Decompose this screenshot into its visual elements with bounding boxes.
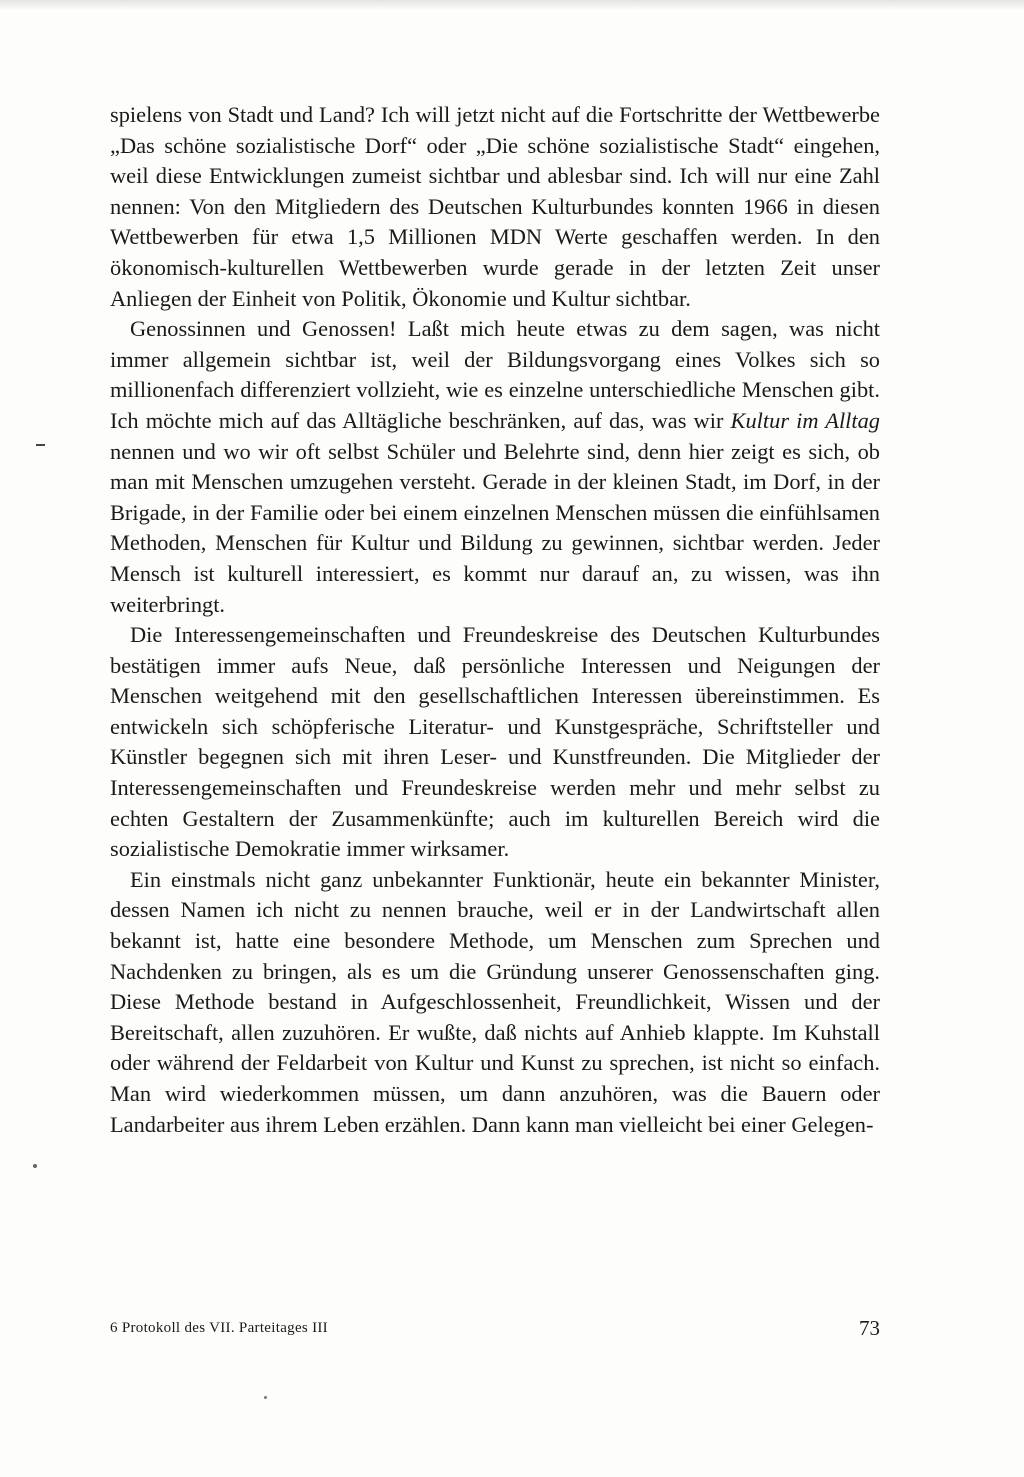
margin-speck <box>33 1164 37 1168</box>
footer-signature: 6 Protokoll des VII. Parteitages III <box>110 1320 328 1336</box>
paragraph-4: Ein einstmals nicht ganz unbekannter Funktionär, heute ein bekannter Minister, dessen Namen ich nicht zu nennen brauche, weil er in der Landwirtschaft allen bekannt ist, hatte eine besondere Methode, um Menschen zum Sprechen und Nachdenken zu bringen, als es um die Gründung unserer Genossenschaften ging. Diese Methode bestand in Aufgeschlossenheit, Freundlichkeit, Wissen und der Bereitschaft, allen zuzuhören. Er wußte, daß nichts auf Anhieb klappte. Im Kuhstall oder während der Feldarbeit von Kultur und Kunst zu sprechen, ist nicht so einfach. Man wird wiederkommen müssen, um dann anzuhören, was die Bauern oder Landarbeiter aus ihrem Leben erzählen. Dann kann man vielleicht bei einer Gelegen- <box>110 866 880 1137</box>
paragraph-2-text-before: Genossinnen und Genossen! Laßt mich heute etwas zu dem sagen, was nicht immer allgemein sichtbar ist, weil der Bildungsvorgang eines Volkes sich so millionenfach differenziert vollzieht, wie es einzelne unterschiedliche Menschen gibt. Ich möchte mich auf das Alltägliche beschränken, auf das, was wir <box>110 316 880 433</box>
margin-speck <box>264 1396 267 1399</box>
page-footer <box>110 1316 880 1344</box>
body-text <box>110 100 880 1140</box>
margin-mark <box>36 444 45 446</box>
paragraph-2 <box>110 314 880 620</box>
paragraph-2-text-after: nennen und wo wir oft selbst Schüler und Belehrte sind, denn hier zeigt es sich, ob man mit Menschen umzugehen versteht. Gerade in der kleinen Stadt, im Dorf, in der Brigade, in der Familie oder bei einem einzelnen Menschen müssen die einfühlsamen Methoden, Menschen für Kultur und Bildung zu gewinnen, sichtbar werden. Jeder Mensch ist kulturell interessiert, es kommt nur darauf an, zu wissen, was ihn weiterbringt. <box>110 438 880 617</box>
emphasis-kultur-im-alltag: Kultur im Alltag <box>730 407 880 433</box>
scan-top-edge <box>0 0 1024 10</box>
page-number: 73 <box>859 1316 880 1340</box>
paragraph-1: spielens von Stadt und Land? Ich will jetzt nicht auf die Fortschritte der Wettbewerbe „Das schöne sozialistische Dorf“ oder „Die schöne sozialistische Stadt“ eingehen, weil diese Entwicklungen zumeist sichtbar und ablesbar sind. Ich will nur eine Zahl nennen: Von den Mitgliedern des Deutschen Kulturbundes konnten 1966 in diesen Wettbewerben für etwa 1,5 Millionen MDN Werte geschaffen werden. In den ökonomisch-kulturellen Wettbewerben wurde gerade in der letzten Zeit unser Anliegen der Einheit von Politik, Ökonomie und Kultur sichtbar. <box>110 102 880 311</box>
paragraph-3: Die Interessengemeinschaften und Freundeskreise des Deutschen Kulturbundes bestätigen immer aufs Neue, daß persönliche Interessen und Neigungen der Menschen weitgehend mit den gesellschaftlichen Interessen übereinstimmen. Es entwickeln sich schöpferische Literatur- und Kunstgespräche, Schriftsteller und Künstler begegnen sich mit ihren Leser- und Kunstfreunden. Die Mitglieder der Interessengemeinschaften und Freundeskreise werden mehr und mehr selbst zu echten Gestaltern der Zusammenkünfte; auch im kulturellen Bereich wird die sozialistische Demokratie immer wirksamer. <box>110 622 880 862</box>
